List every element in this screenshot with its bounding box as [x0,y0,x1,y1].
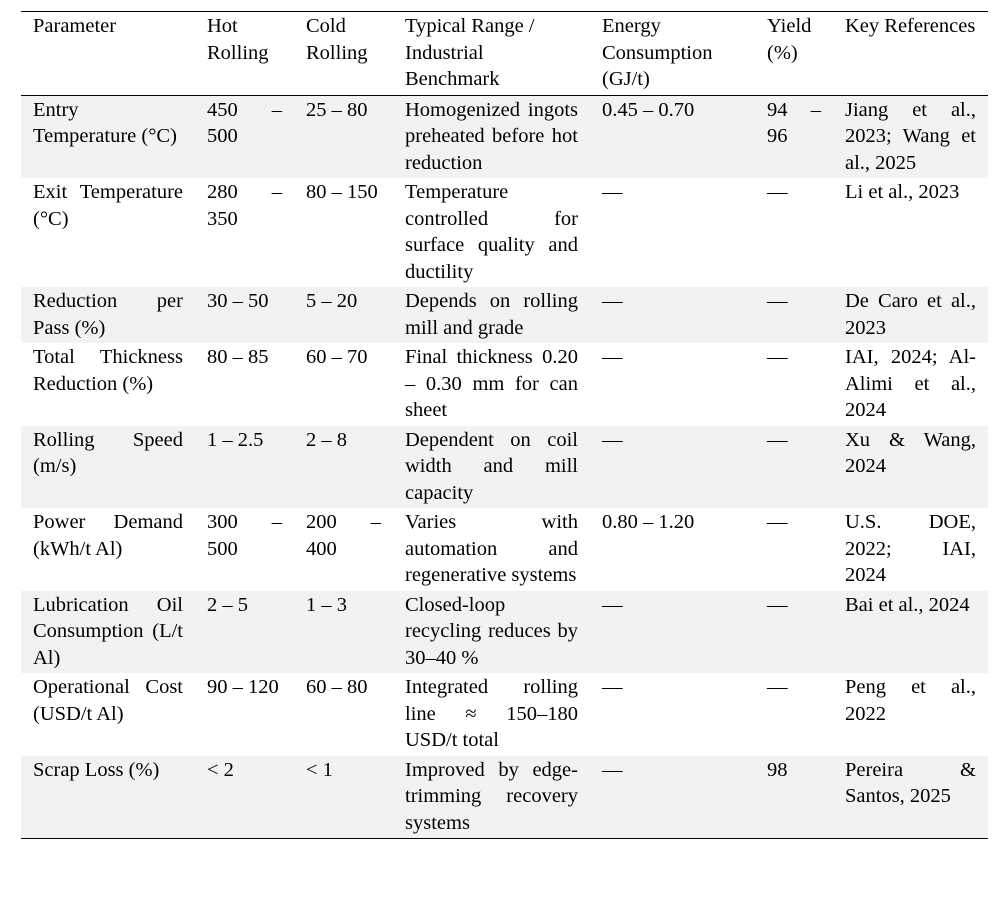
header-key-references: Key References [845,15,976,37]
header-cold-rolling: Cold Rolling [306,15,368,64]
cell-typical-range: Final thickness 0.20 – 0.30 mm for can sheet [405,346,578,421]
cell-energy: — [602,593,623,616]
cell-parameter: Reduction per Pass (%) [33,290,183,339]
cell-yield: — [767,511,788,533]
cell-yield: 94 – 96 [767,98,821,147]
cell-energy: — [602,346,623,368]
cell-yield: — [767,593,788,616]
cell-references: Pereira & Santos, 2025 [845,758,976,807]
header-parameter: Parameter [33,15,117,37]
cell-references: IAI, 2024; Al-Alimi et al., 2024 [845,346,976,421]
cell-energy: 0.80 – 1.20 [602,511,695,533]
cell-typical-range: Dependent on coil width and mill capacity [405,428,578,504]
cell-parameter: Lubrication Oil Consumption (L/t Al) [33,593,183,669]
table-row [21,95,988,178]
cell-yield: — [767,676,788,698]
cell-typical-range: Temperature controlled for surface quality and ductility [405,181,578,283]
rolling-parameters-table-container [21,11,988,839]
cell-cold-rolling: 60 – 70 [306,346,368,368]
cell-cold-rolling: 80 – 150 [306,181,378,203]
cell-parameter: Total Thickness Reduction (%) [33,346,183,395]
cell-hot-rolling: 2 – 5 [207,593,248,616]
cell-parameter: Power Demand (kWh/t Al) [33,511,183,560]
cell-hot-rolling: 90 – 120 [207,676,279,698]
cell-hot-rolling: 30 – 50 [207,290,269,312]
cell-references: Jiang et al., 2023; Wang et al., 2025 [845,98,976,174]
cell-parameter: Operational Cost (USD/t Al) [33,676,183,725]
cell-energy: 0.45 – 0.70 [602,98,695,121]
table-body [21,95,988,839]
cell-yield: — [767,290,788,312]
cell-references: U.S. DOE, 2022; IAI, 2024 [845,511,976,586]
cell-hot-rolling: 300 – 500 [207,511,282,560]
table-row [21,673,988,756]
cell-typical-range: Homogenized ingots preheated before hot reduction [405,98,578,174]
cell-references: De Caro et al., 2023 [845,290,976,339]
header-typical-range: Typical Range / Industrial Benchmark [405,15,535,90]
cell-cold-rolling: 1 – 3 [306,593,347,616]
cell-parameter: Exit Temperature (°C) [33,181,183,230]
cell-typical-range: Improved by edge-trimming recovery systems [405,758,578,834]
cell-energy: — [602,676,623,698]
cell-cold-rolling: 60 – 80 [306,676,368,698]
cell-cold-rolling: 200 – 400 [306,511,381,560]
cell-hot-rolling: 280 – 350 [207,181,282,230]
cell-references: Bai et al., 2024 [845,593,970,616]
cell-typical-range: Varies with automation and regenerative systems [405,511,578,586]
cell-yield: 98 [767,758,788,781]
table-row [21,426,988,509]
cell-cold-rolling: < 1 [306,758,333,781]
cell-typical-range: Closed-loop recycling reduces by 30–40 % [405,593,578,669]
header-yield: Yield (%) [767,15,812,64]
cell-energy: — [602,290,623,312]
table-header [21,12,988,96]
cell-cold-rolling: 25 – 80 [306,98,368,121]
cell-typical-range: Integrated rolling line ≈ 150–180 USD/t total [405,676,578,751]
cell-references: Xu & Wang, 2024 [845,428,976,477]
cell-hot-rolling: 450 – 500 [207,98,282,147]
cell-energy: — [602,181,623,203]
table-row [21,591,988,674]
cell-yield: — [767,181,788,203]
header-energy-consumption: Energy Consumption (GJ/t) [602,15,713,90]
cell-parameter: Scrap Loss (%) [33,758,160,781]
cell-references: Li et al., 2023 [845,181,960,203]
cell-references: Peng et al., 2022 [845,676,976,725]
cell-cold-rolling: 5 – 20 [306,290,358,312]
cell-yield: — [767,428,788,451]
cell-hot-rolling: 1 – 2.5 [207,428,264,451]
cell-energy: — [602,428,623,451]
table-row [21,343,988,426]
rolling-parameters-table [21,11,988,839]
table-row [21,178,988,287]
table-row [21,756,988,839]
cell-hot-rolling: < 2 [207,758,234,781]
cell-cold-rolling: 2 – 8 [306,428,347,451]
cell-yield: — [767,346,788,368]
cell-energy: — [602,758,623,781]
table-row [21,287,988,343]
cell-parameter: Rolling Speed (m/s) [33,428,183,477]
cell-typical-range: Depends on rolling mill and grade [405,290,578,339]
header-row [21,12,988,96]
table-row [21,508,988,591]
cell-parameter: Entry Temperature (°C) [33,98,177,147]
cell-hot-rolling: 80 – 85 [207,346,269,368]
header-hot-rolling: Hot Rolling [207,15,269,64]
